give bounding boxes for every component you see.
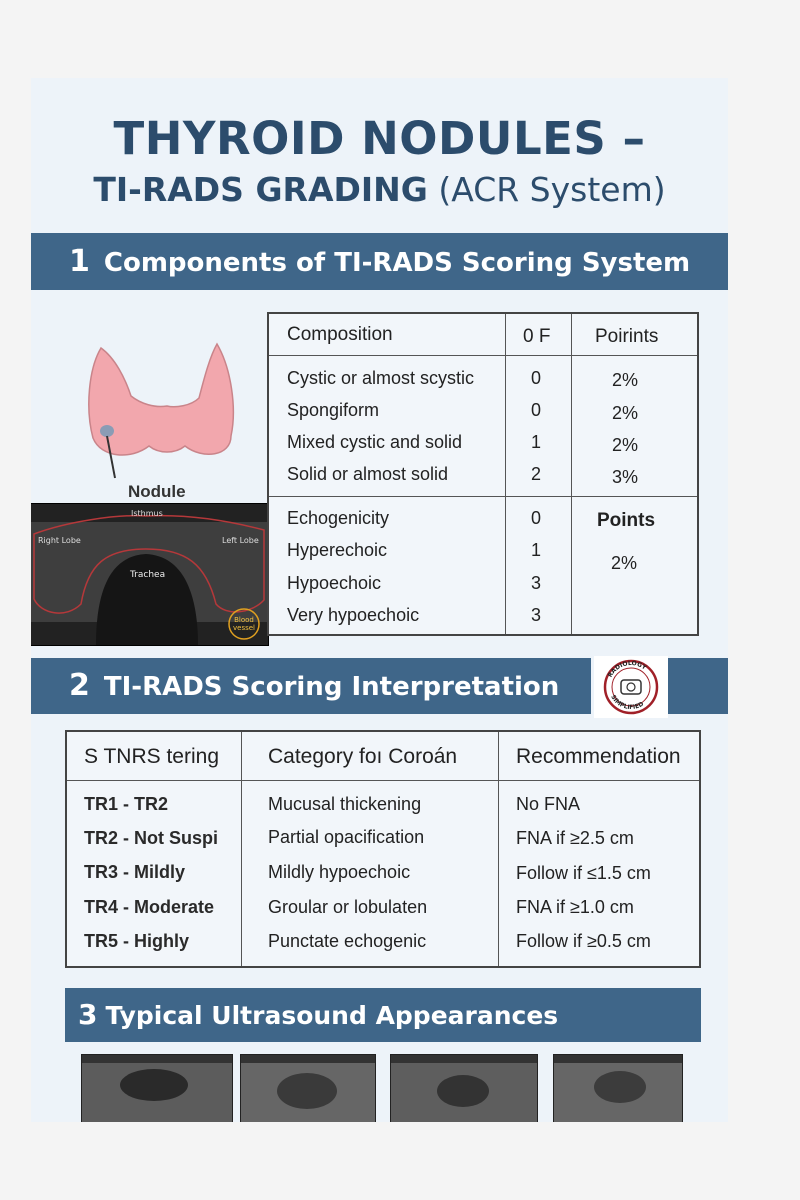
infographic-sheet <box>31 78 728 1122</box>
table-row-grade: TR4 - Moderate <box>84 897 215 917</box>
table-row-grade: TR1 - TR2 <box>84 794 169 814</box>
svg-text:RADIOLOGY: RADIOLOGY <box>606 659 648 679</box>
table-row-label: Hypoechoic <box>287 573 382 593</box>
table-row-label: Mixed cystic and solid <box>287 432 463 452</box>
ultrasound-thumbnail <box>553 1054 683 1122</box>
table-row-score: 3 <box>531 605 542 625</box>
points-value: 2% <box>611 553 638 573</box>
table-row-category: Partial opacification <box>268 827 425 847</box>
header-grade: S TNRS tering <box>84 745 219 768</box>
table-row-label: Cystic or almost scystic <box>287 368 475 388</box>
section-1-header <box>31 233 728 290</box>
header-points: Poirints <box>595 326 659 347</box>
table-row-score: 3 <box>531 573 542 593</box>
nodule-label: Nodule <box>128 482 186 501</box>
table-row-label: Hyperechoic <box>287 540 388 560</box>
us-label-isthmus: Isthmus <box>131 509 163 518</box>
us-label-right-lobe: Right Lobe <box>38 536 81 545</box>
table-row-label: Solid or almost solid <box>287 464 449 484</box>
table-row-category: Punctate echogenic <box>268 931 427 951</box>
logo-badge-icon <box>594 656 668 718</box>
subtitle-bold: TI-RADS GRADING <box>93 170 428 209</box>
table-row-label: Spongiform <box>287 400 380 420</box>
points-label: Points <box>597 510 656 531</box>
us-label-trachea: Trachea <box>130 570 166 580</box>
table-row-grade: TR2 - Not Suspi <box>84 828 218 848</box>
table-row-rec: No FNA <box>516 794 581 814</box>
section-1-title: Components of TI-RADS Scoring System <box>103 248 691 278</box>
ultrasound-thumbnail <box>240 1054 376 1122</box>
table-row-label: Echogenicity <box>287 508 390 528</box>
thyroid-shape <box>89 344 233 455</box>
table-row-rec: FNA if ≥2.5 cm <box>516 828 634 848</box>
table-row-grade: TR3 - Mildly <box>84 862 186 882</box>
table-row-score: 0 <box>531 508 542 528</box>
section-2-header-end <box>668 658 728 714</box>
header-composition: Composition <box>287 324 393 345</box>
table-row-rec: FNA if ≥1.0 cm <box>516 897 634 917</box>
section-2-title: TI-RADS Scoring Interpretation <box>103 672 560 702</box>
table-row-score: 0 <box>531 368 542 388</box>
table-row-score: 2 <box>531 464 542 484</box>
section-3-title: Typical Ultrasound Appearances <box>105 1001 559 1030</box>
section-3-header <box>65 988 701 1042</box>
table-row-rec: Follow if ≤1.5 cm <box>516 863 651 883</box>
table-row-category: Mildly hypoechoic <box>268 862 411 882</box>
table-row-category: Groular or lobulaten <box>268 897 428 917</box>
thyroid-illustration <box>71 328 251 508</box>
table-row-pct: 2% <box>612 370 639 390</box>
us-label-left-lobe: Left Lobe <box>222 536 259 545</box>
table-row-pct: 2% <box>612 435 639 455</box>
page-title: THYROID NODULES – <box>113 112 646 165</box>
radiology-simplified-logo <box>594 656 668 718</box>
table-row-score: 1 <box>531 540 542 560</box>
table-row-score: 1 <box>531 432 542 452</box>
ultrasound-thumbnail <box>81 1054 233 1122</box>
table-row-pct: 3% <box>612 467 639 487</box>
interpretation-table <box>65 730 701 968</box>
us-label-blood-vessel: Blood vessel <box>233 616 255 632</box>
table-row-grade: TR5 - Highly <box>84 931 190 951</box>
section-1-number: 1 <box>69 244 90 279</box>
header-recommendation: Recommendation <box>516 745 681 768</box>
table-row-category: Mucusal thickening <box>268 794 422 814</box>
header-category: Category foı Coroán <box>268 745 458 768</box>
table-row-score: 0 <box>531 400 542 420</box>
section-2-number: 2 <box>69 668 90 703</box>
section-2-header <box>31 658 591 714</box>
table-row-pct: 2% <box>612 403 639 423</box>
table-row-label: Very hypoechoic <box>287 605 420 625</box>
page-subtitle <box>31 170 728 209</box>
header-score: 0 F <box>523 326 551 347</box>
subtitle-rest: (ACR System) <box>427 170 666 209</box>
section-3-number: 3 <box>78 998 98 1031</box>
components-table <box>267 312 699 636</box>
svg-text:SIMPLIFIED: SIMPLIFIED <box>609 693 645 712</box>
nodule-marker <box>100 425 114 437</box>
table-row-rec: Follow if ≥0.5 cm <box>516 931 651 951</box>
ultrasound-image <box>31 503 269 646</box>
ultrasound-thumbnail <box>390 1054 538 1122</box>
